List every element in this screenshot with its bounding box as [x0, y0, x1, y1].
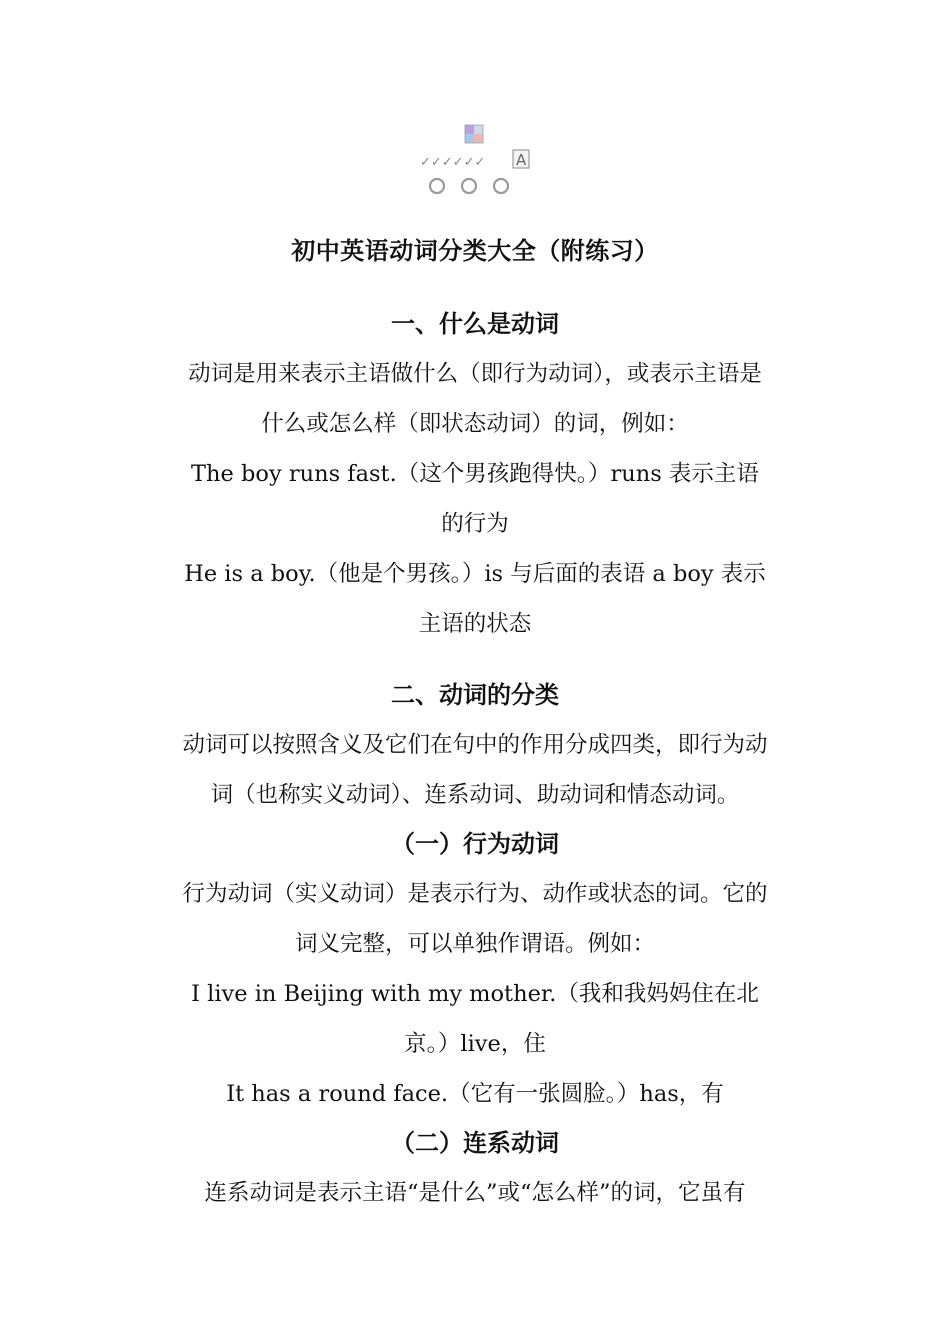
paragraph-line: 词义完整，可以单独作谓语。例如： — [294, 931, 655, 957]
svg-text:✓✓✓✓✓✓: ✓✓✓✓✓✓ — [420, 155, 486, 170]
example-line: It has a round face.（它有一张圆脸。）has，有 — [226, 1081, 724, 1107]
paragraph-line: 词（也称实义动词）、连系动词、助动词和情态动词。 — [210, 782, 740, 808]
subheading-linking-verbs: （二）连系动词 — [391, 1128, 559, 1157]
action-verbs-paragraph — [140, 869, 810, 1119]
decorative-logo-icon — [410, 120, 540, 200]
subheading-action-verbs: （一）行为动词 — [391, 829, 559, 858]
paragraph-line: 动词可以按照含义及它们在句中的作用分成四类，即行为动 — [182, 732, 768, 758]
svg-text:A: A — [516, 151, 527, 169]
section-heading-verb-classification: 二、动词的分类 — [391, 680, 559, 709]
section-heading-what-is-verb: 一、什么是动词 — [391, 309, 559, 338]
example-line: He is a boy.（他是个男孩。）is 与后面的表语 a boy 表示 — [184, 561, 766, 587]
example-line: The boy runs fast.（这个男孩跑得快。）runs 表示主语 — [191, 461, 759, 487]
paragraph-line: 行为动词（实义动词）是表示行为、动作或状态的词。它的 — [182, 881, 768, 907]
header-decoration — [0, 120, 950, 200]
example-line: 的行为 — [441, 511, 509, 537]
linking-verbs-paragraph — [140, 1168, 810, 1218]
example-line: 主语的状态 — [418, 611, 532, 637]
paragraph-line: 动词是用来表示主语做什么（即行为动词），或表示主语是 — [188, 361, 762, 387]
paragraph-line: 连系动词是表示主语“是什么”或“怎么样”的词，它虽有 — [204, 1180, 746, 1206]
example-line: 京。）live，住 — [404, 1031, 546, 1057]
section2-paragraph — [140, 720, 810, 820]
paragraph-line: 什么或怎么样（即状态动词）的词，例如： — [261, 411, 689, 437]
document-title: 初中英语动词分类大全（附练习） — [291, 236, 659, 265]
section1-paragraph — [140, 349, 810, 649]
example-line: I live in Beijing with my mother.（我和我妈妈住在北 — [191, 981, 759, 1007]
